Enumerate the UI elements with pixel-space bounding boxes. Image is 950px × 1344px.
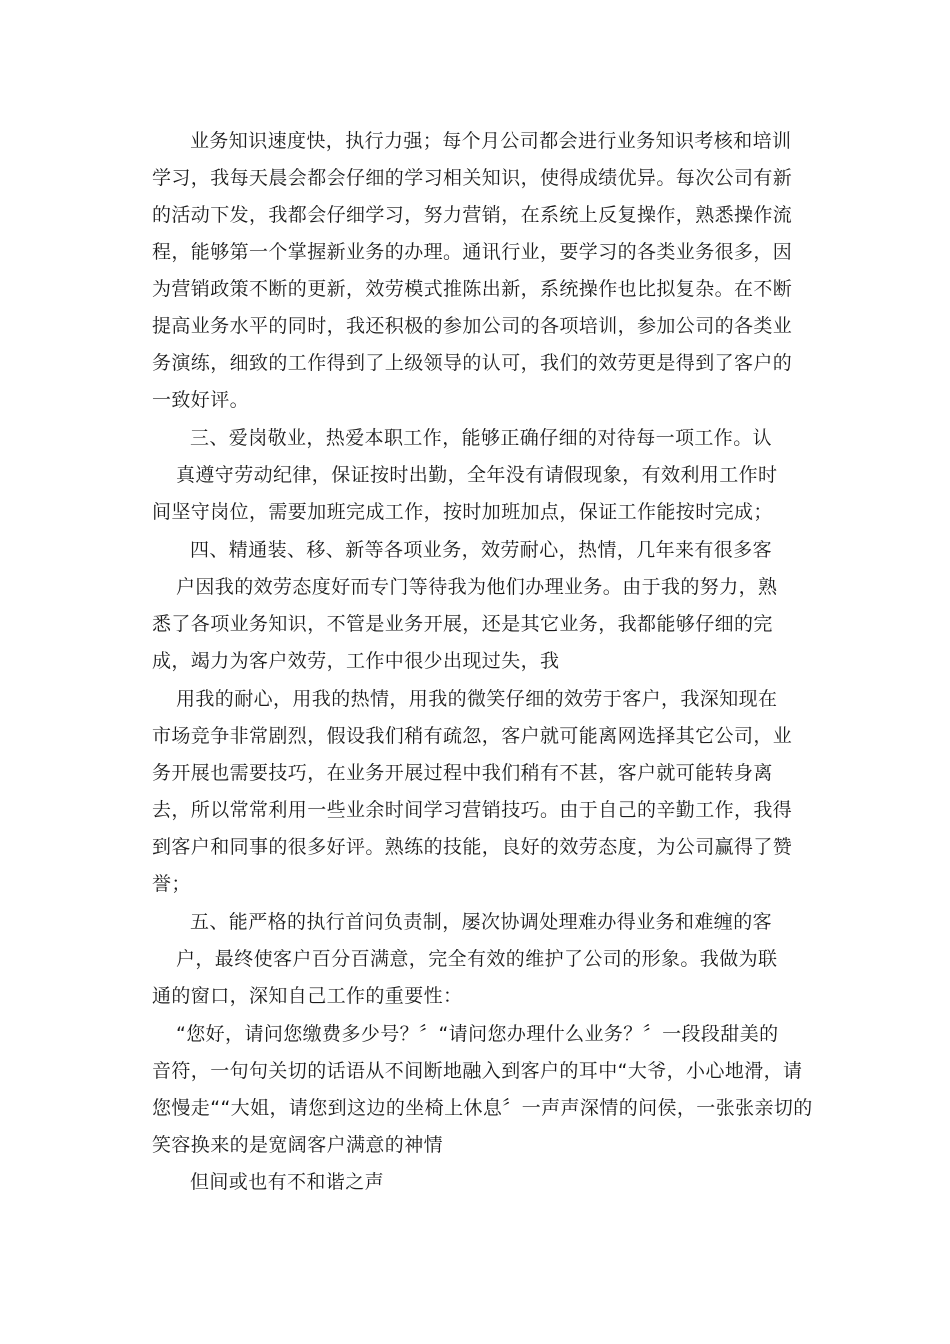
text-line: 四、精通装、移、新等各项业务，效劳耐心，热情，几年来有很多客 — [190, 539, 773, 561]
text-line: 三、爱岗敬业，热爱本职工作，能够正确仔细的对待每一项工作。认 — [190, 427, 773, 449]
text-line: 真遵守劳动纪律，保证按时出勤，全年没有请假现象，有效利用工作时 — [176, 464, 778, 486]
text-line: 提高业务水平的同时，我还积极的参加公司的各项培训，参加公司的各类业 — [152, 315, 793, 337]
text-line: 通的窗口，深知自己工作的重要性： — [152, 985, 463, 1007]
text-line: 五、能严格的执行首问负责制，屡次协调处理难办得业务和难缠的客 — [190, 911, 773, 933]
text-line: 的活动下发，我都会仔细学习，努力营销，在系统上反复操作，熟悉操作流 — [152, 204, 793, 226]
text-line: 为营销政策不断的更新，效劳模式推陈出新，系统操作也比拟复杂。在不断 — [152, 278, 793, 300]
text-line: 您慢走““大姐，请您到这边的坐椅上休息〞一声声深情的问侯，一张张亲切的 — [152, 1097, 813, 1119]
text-line: 悉了各项业务知识，不管是业务开展，还是其它业务，我都能够仔细的完 — [152, 613, 773, 635]
text-line: 笑容换来的是宽阔客户满意的神情 — [152, 1134, 444, 1156]
text-line: “您好，请问您缴费多少号？〞“请问您办理什么业务？〞一段段甜美的 — [176, 1023, 779, 1045]
text-line: 用我的耐心，用我的热情，用我的微笑仔细的效劳于客户，我深知现在 — [176, 688, 778, 710]
text-line: 户，最终使客户百分百满意，完全有效的维护了公司的形象。我做为联 — [176, 948, 778, 970]
text-line: 誉； — [152, 873, 191, 895]
text-line: 但间或也有不和谐之声 — [190, 1171, 385, 1193]
text-line: 到客户和同事的很多好评。熟练的技能，良好的效劳态度，为公司赢得了赞 — [152, 836, 793, 858]
text-line: 一致好评。 — [152, 389, 250, 411]
text-line: 学习，我每天晨会都会仔细的学习相关知识，使得成绩优异。每次公司有新 — [152, 167, 793, 189]
text-line: 音符，一句句关切的话语从不间断地融入到客户的耳中“大爷，小心地滑，请 — [152, 1060, 803, 1082]
text-line: 户因我的效劳态度好而专门等待我为他们办理业务。由于我的努力，熟 — [176, 576, 778, 598]
text-line: 业务知识速度快，执行力强；每个月公司都会进行业务知识考核和培训 — [190, 130, 792, 152]
text-line: 去，所以常常利用一些业余时间学习营销技巧。由于自己的辛勤工作，我得 — [152, 799, 793, 821]
text-line: 务开展也需要技巧，在业务开展过程中我们稍有不甚，客户就可能转身离 — [152, 762, 773, 784]
text-line: 程，能够第一个掌握新业务的办理。通讯行业，要学习的各类业务很多，因 — [152, 241, 793, 263]
text-line: 市场竞争非常剧烈，假设我们稍有疏忽，客户就可能离网选择其它公司，业 — [152, 725, 793, 747]
text-line: 成，竭力为客户效劳，工作中很少出现过失，我 — [152, 650, 560, 672]
text-line: 间坚守岗位，需要加班完成工作，按时加班加点，保证工作能按时完成； — [152, 501, 773, 523]
text-line: 务演练，细致的工作得到了上级领导的认可，我们的效劳更是得到了客户的 — [152, 352, 793, 374]
